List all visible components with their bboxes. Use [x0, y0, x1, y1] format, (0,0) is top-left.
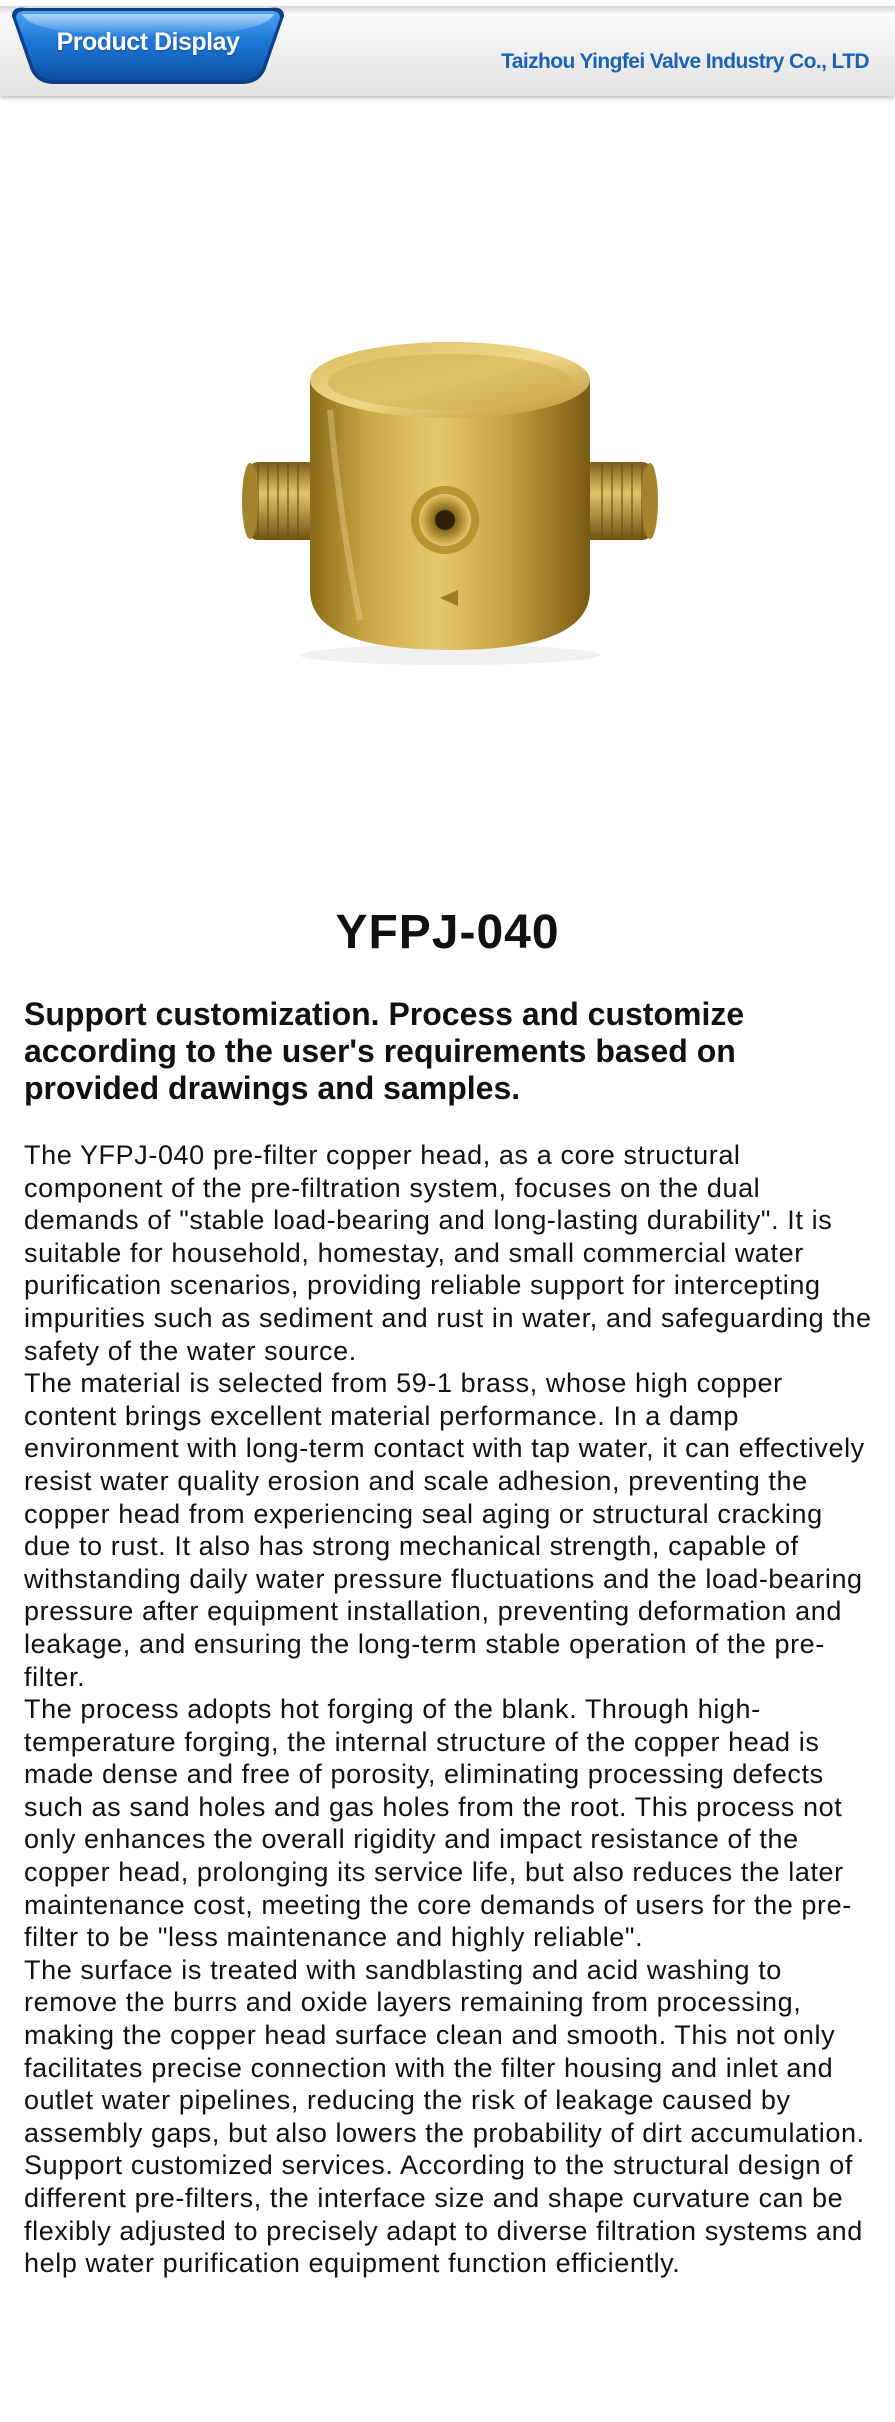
description-paragraph: The process adopts hot forging of the blank. Through high-temperature forging, the internal structure of the copper head is made dense and free of porosity, eliminating processing defects such as sand holes and gas holes from the root. This process not only enhances the overall rigidity and impact resistance of the copper head, prolonging its service life, but also reduces the later maintenance cost, meeting the core demands of users for the pre-filter to be "less maintenance and highly reliable".	[24, 1694, 852, 1953]
brass-pre-filter-head-image	[240, 320, 660, 680]
description-paragraph: The surface is treated with sandblasting and acid washing to remove the burrs and oxide layers remaining from processing, making the copper head surface clean and smooth. This not only facilitates precise connection with the filter housing and inlet and outlet water pipelines, reducing the risk of leakage caused by assembly gaps, but also lowers the probability of dirt accumulation. Support customized services. According to the structural design of different pre-filters, the interface size and shape curvature can be flexibly adjusted to precisely adapt to diverse filtration systems and help water purification equipment function efficiently.	[24, 1954, 865, 2279]
company-name: Taizhou Yingfei Valve Industry Co., LTD	[501, 50, 869, 73]
product-display-tab[interactable]	[12, 6, 284, 88]
product-model: YFPJ-040	[335, 906, 560, 959]
description-paragraph: The YFPJ-040 pre-filter copper head, as a core structural component of the pre-filtration system, focuses on the dual demands of "stable load-bearing and long-lasting durability". It is suitable for household, homestay, and small commercial water purification scenarios, providing reliable support for intercepting impurities such as sediment and rust in water, and safeguarding the safety of the water source.	[24, 1140, 872, 1366]
page-header	[0, 0, 895, 96]
description-paragraph: The material is selected from 59-1 brass, whose high copper content brings excellent material performance. In a damp environment with long-term contact with tap water, it can effectively resist water quality erosion and scale adhesion, preventing the copper head from experiencing seal aging or structural cracking due to rust. It also has strong mechanical strength, capable of withstanding daily water pressure fluctuations and the load-bearing pressure after equipment installation, preventing deformation and leakage, and ensuring the long-term stable operation of the pre-filter.	[24, 1368, 865, 1692]
tab-label: Product Display	[56, 28, 240, 56]
product-description	[24, 1139, 876, 2280]
customization-headline: Support customization. Process and customize according to the user's requirements based on provided drawings and samples.	[24, 996, 745, 1106]
